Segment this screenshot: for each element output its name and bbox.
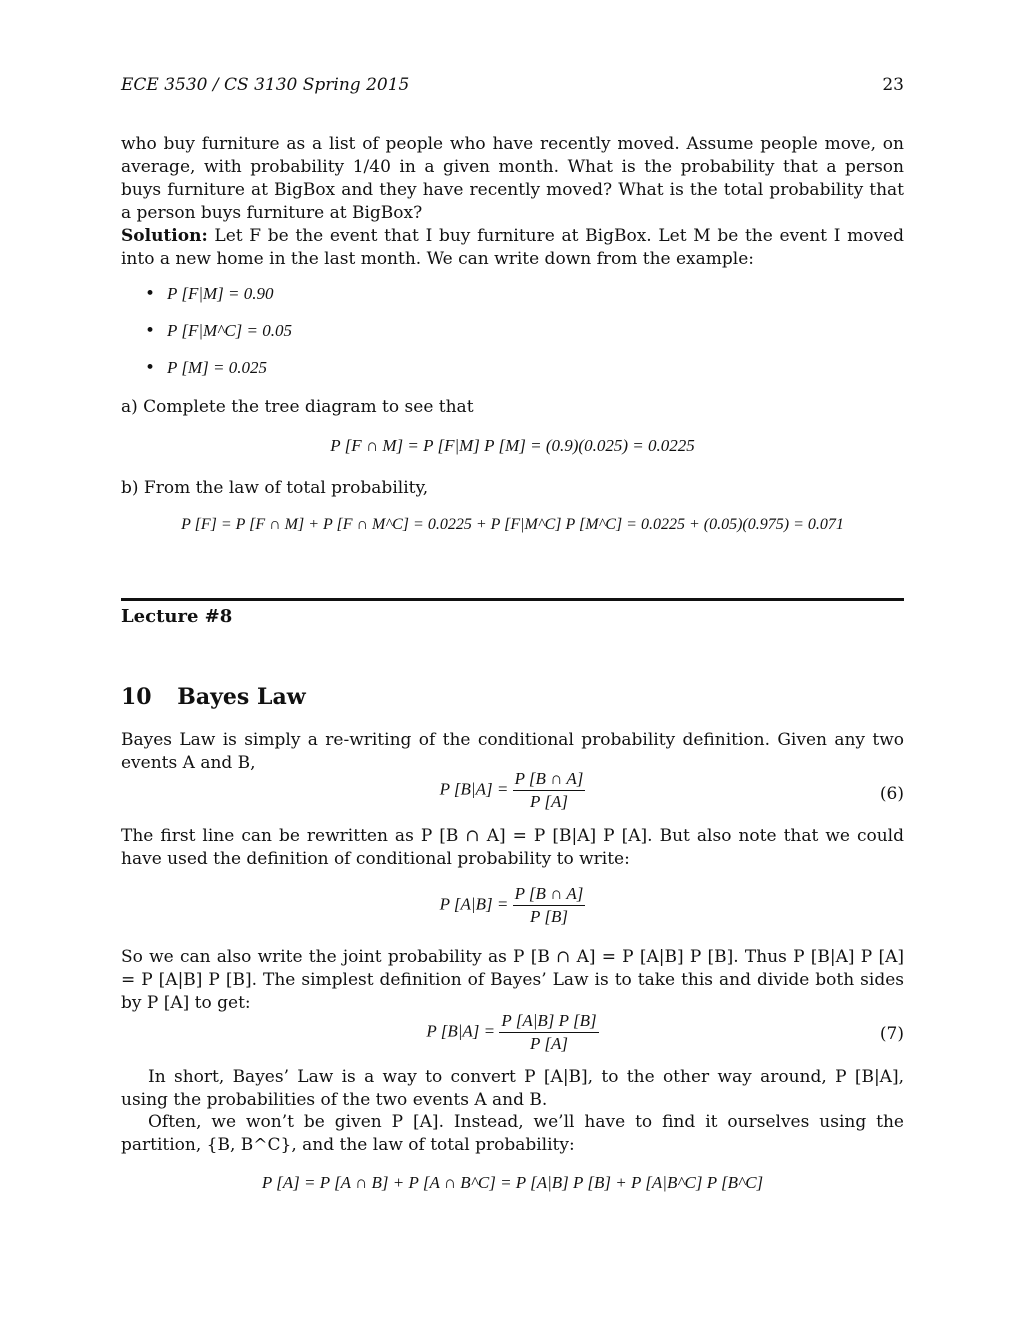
lecture-label: Lecture #8 — [121, 606, 233, 627]
part-b-text: b) From the law of total probability, — [121, 478, 429, 498]
solution-paragraph — [121, 225, 904, 271]
eq6-lhs: P [B|A] = — [439, 779, 509, 799]
final-equation: P [A] = P [A ∩ B] + P [A ∩ B^C] = P [A|B] P [B] + P [A|B^C] P [B^C] — [261, 1173, 764, 1192]
eq7-lhs: P [B|A] = — [426, 1021, 496, 1041]
paragraph-first-line: The first line can be rewritten as P [B ∩ A] = P [B|A] P [A]. But also note that we could have used the definition of conditional probability to write: — [121, 826, 904, 869]
eq6-denominator: P [A] — [530, 792, 568, 811]
bullet-text: P [F|M] = 0.90 — [167, 284, 274, 303]
section-heading — [121, 684, 306, 710]
solution-label: Solution: — [121, 226, 208, 246]
eq6-numerator: P [B ∩ A] — [513, 769, 586, 791]
eq-ab-fraction — [513, 884, 586, 927]
equation-6-tag: (6) — [879, 784, 904, 804]
running-header — [121, 75, 904, 95]
part-a-text: a) Complete the tree diagram to see that — [121, 397, 474, 417]
paragraph-in-short: In short, Bayes’ Law is a way to convert P [A|B], to the other way around, P [B|A], using the probabilities of the two events A and B. — [121, 1067, 904, 1110]
equation-6 — [121, 769, 904, 812]
section-title: Bayes Law — [177, 684, 306, 710]
section-number: 10 — [121, 684, 152, 710]
eq-ab-numerator: P [B ∩ A] — [513, 884, 586, 906]
eq6-fraction — [513, 769, 586, 812]
intro-paragraph: who buy furniture as a list of people who have recently moved. Assume people move, on average, with probability 1/40 in a given month. What is the probability that a person buys furniture at BigBox and they have recently moved? What is the total probability that a person buys furniture at BigBox? — [121, 134, 904, 223]
part-b-equation: P [F] = P [F ∩ M] + P [F ∩ M^C] = 0.0225 + P [F|M^C] P [M^C] = 0.0225 + (0.05)(0.975) = 0.071 — [181, 516, 844, 533]
eq-ab-lhs: P [A|B] = — [439, 894, 509, 914]
bayes-intro: Bayes Law is simply a re-writing of the conditional probability definition. Given any two events A and B, — [121, 730, 904, 773]
page-number: 23 — [882, 75, 904, 95]
lecture-divider — [121, 598, 904, 601]
equation-7 — [121, 1011, 904, 1054]
eq7-fraction — [499, 1011, 598, 1054]
paragraph-joint-probability: So we can also write the joint probability as P [B ∩ A] = P [A|B] P [B]. Thus P [B|A] P [A] = P [A|B] P [B]. The simplest definition of Bayes’ Law is to take this and divide both sides by P [A] to get: — [121, 947, 904, 1013]
eq7-numerator: P [A|B] P [B] — [499, 1011, 598, 1033]
eq-ab-denominator: P [B] — [530, 907, 568, 926]
bullet-text: P [M] = 0.025 — [167, 358, 267, 377]
bullet-text: P [F|M^C] = 0.05 — [167, 321, 293, 340]
equation-7-tag: (7) — [879, 1024, 904, 1044]
solution-text: Let F be the event that I buy furniture at BigBox. Let M be the event I moved into a new home in the last month. We can write down from the example: — [121, 226, 905, 269]
equation-a-given-b — [121, 884, 904, 927]
part-a-equation: P [F ∩ M] = P [F|M] P [M] = (0.9)(0.025) = 0.0225 — [330, 436, 695, 455]
eq7-denominator: P [A] — [530, 1034, 568, 1053]
course-title: ECE 3530 / CS 3130 Spring 2015 — [121, 75, 410, 95]
paragraph-often: Often, we won’t be given P [A]. Instead, we’ll have to find it ourselves using the partition, {B, B^C}, and the law of total probability: — [121, 1112, 904, 1155]
